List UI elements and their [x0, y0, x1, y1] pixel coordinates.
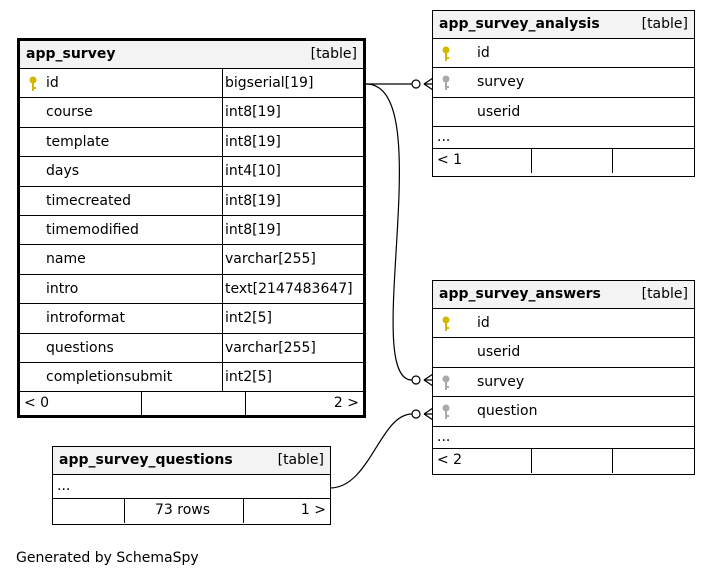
table-app-survey-answers[interactable] — [432, 280, 695, 475]
table-footer — [53, 499, 330, 523]
column-name: question — [477, 403, 538, 420]
column-name: timecreated — [46, 192, 131, 209]
column-name: days — [46, 163, 80, 180]
column-row-days — [20, 157, 363, 186]
table-kind: [table] — [277, 452, 324, 468]
foreign-key-icon — [439, 403, 453, 421]
table-name: app_survey_answers — [439, 286, 601, 302]
column-row-questions — [20, 334, 363, 363]
parents-link[interactable]: < 0 — [24, 395, 50, 412]
column-name: course — [46, 104, 93, 121]
column-name: timemodified — [46, 221, 139, 238]
generated-by-label: Generated by SchemaSpy — [16, 550, 199, 566]
column-type: int2[5] — [225, 310, 272, 327]
table-app-survey-analysis[interactable] — [432, 10, 695, 177]
column-type: bigserial[19] — [225, 75, 314, 91]
table-footer — [433, 449, 694, 473]
column-type: int8[19] — [225, 192, 281, 209]
column-row-name — [20, 245, 363, 274]
parents-link[interactable]: < 1 — [437, 152, 463, 169]
column-row-userid — [433, 98, 694, 127]
foreign-key-icon — [439, 374, 453, 392]
table-name: app_survey_questions — [59, 452, 233, 468]
primary-key-icon — [26, 75, 40, 93]
column-name: questions — [46, 339, 114, 356]
table-name: app_survey_analysis — [439, 16, 600, 32]
column-row-timemodified — [20, 216, 363, 245]
column-type: int8[19] — [225, 133, 281, 150]
column-row-id — [433, 309, 694, 338]
column-name: id — [477, 45, 490, 61]
column-name: completionsubmit — [46, 368, 173, 385]
column-row-introformat — [20, 304, 363, 333]
foreign-key-icon — [439, 74, 453, 92]
table-footer — [433, 149, 694, 173]
table-kind: [table] — [641, 286, 688, 302]
table-app-survey-questions[interactable] — [52, 446, 331, 525]
table-header — [433, 11, 694, 39]
column-row-survey — [433, 68, 694, 97]
column-type: int4[10] — [225, 163, 281, 180]
link-questions-to-answers — [330, 414, 412, 488]
column-row-template — [20, 128, 363, 157]
table-header — [20, 41, 363, 69]
table-app-survey[interactable] — [17, 38, 366, 418]
table-kind: [table] — [641, 16, 688, 32]
children-link[interactable]: 1 > — [300, 502, 326, 518]
column-type: text[2147483647] — [225, 280, 353, 297]
column-name: id — [46, 75, 59, 91]
column-type: int2[5] — [225, 368, 272, 385]
table-kind: [table] — [310, 46, 357, 62]
column-name: survey — [477, 74, 525, 91]
column-row-timecreated — [20, 187, 363, 216]
column-name: id — [477, 315, 490, 331]
table-footer — [20, 392, 363, 416]
table-header — [53, 447, 330, 475]
column-name: template — [46, 133, 110, 150]
column-name: intro — [46, 280, 79, 297]
table-name: app_survey — [26, 46, 116, 62]
table-header — [433, 281, 694, 309]
column-row-course — [20, 98, 363, 127]
parents-link[interactable]: < 2 — [437, 451, 463, 468]
column-name: introformat — [46, 310, 125, 327]
column-row-id — [433, 39, 694, 68]
link-survey-to-answers — [366, 84, 412, 380]
column-row-question — [433, 397, 694, 426]
column-name: survey — [477, 373, 525, 390]
column-row-userid — [433, 338, 694, 367]
column-row-intro — [20, 275, 363, 304]
column-row-id — [20, 69, 363, 98]
column-name: name — [46, 251, 86, 268]
more-columns: ... — [433, 127, 694, 149]
more-columns: ... — [53, 475, 330, 499]
column-name: userid — [477, 103, 521, 120]
column-type: varchar[255] — [225, 251, 316, 268]
column-row-completionsubmit — [20, 363, 363, 392]
row-count: 73 rows — [155, 502, 211, 518]
primary-key-icon — [439, 315, 453, 333]
children-link[interactable]: 2 > — [333, 395, 359, 412]
column-type: varchar[255] — [225, 339, 316, 356]
column-name: userid — [477, 344, 521, 361]
column-type: int8[19] — [225, 221, 281, 238]
column-type: int8[19] — [225, 104, 281, 121]
column-row-survey — [433, 368, 694, 397]
more-columns: ... — [433, 427, 694, 449]
primary-key-icon — [439, 45, 453, 63]
